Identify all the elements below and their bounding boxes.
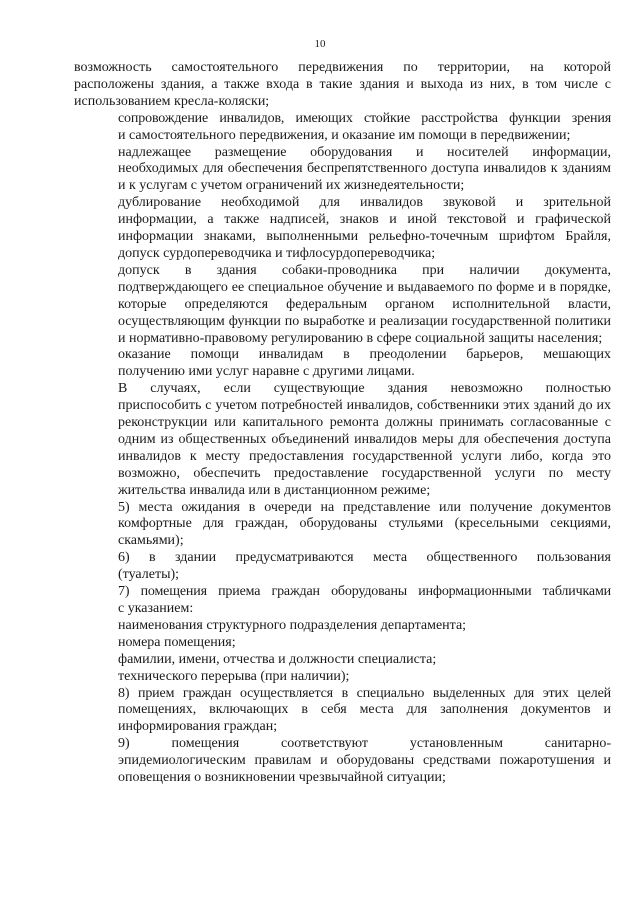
text-line: реконструкции или капитального ремонта должны принимать согласованные с [118,415,611,431]
paragraph [74,736,611,787]
text-line: и нормативно-правовому регулированию в сфере социальной защиты населения; [118,330,603,346]
text-line: оказание помощи инвалидам в преодолении барьеров, мешающих [118,347,611,363]
text-line: 5) места ожидания в очереди на представление или получение документов [118,499,611,515]
text-line: возможность самостоятельного передвижения по территории, на которой [74,60,611,75]
text-line: оповещения о возникновении чрезвычайной ситуации; [118,770,446,786]
text-line: допуск в здания собаки-проводника при наличии документа, [118,262,611,278]
paragraph [74,635,611,652]
paragraph [74,263,611,348]
paragraph [74,111,611,145]
text-line: надлежащее размещение оборудования и носителей информации, [118,144,611,160]
text-line: 8) прием граждан осуществляется в специально выделенных для этих целей [118,685,611,701]
text-line: одним из общественных объединений инвалидов меры для обеспечения доступа [118,431,611,447]
paragraph [74,145,611,196]
text-line: инвалидов к месту предоставления государственной услуги либо, когда это [118,448,611,464]
text-line: расположены здания, а также входа в такие здания и выхода из них, в том числе с [74,76,611,92]
text-line: подтверждающего ее специальное обучение и выдаваемого по форме и в порядке, [118,279,611,295]
page-number: 10 [314,38,326,50]
text-line: В случаях, если существующие здания невозможно полностью [118,381,611,397]
text-line: жительства инвалида или в дистанционном режиме; [118,482,431,498]
text-line: эпидемиологическим правилам и оборудованы средствами пожаротушения и [118,753,611,769]
text-line: помещениях, включающих в себя места для заполнения документов и [118,702,611,718]
text-line: с указанием: [118,601,194,616]
text-line: (туалеты); [118,567,180,583]
paragraph [74,550,611,584]
text-line: которые определяются федеральным органом исполнительной власти, [118,296,611,312]
paragraph [74,652,611,669]
text-line: возможно, обеспечить предоставление государственной услуги по месту [118,465,611,481]
text-line: номера помещения; [118,634,236,650]
text-line: скамьями); [118,533,184,549]
text-line: необходимых для обеспечения беспрепятственного доступа инвалидов к зданиям [118,161,611,177]
text-line: допуск сурдопереводчика и тифлосурдопереводчика; [118,245,436,261]
text-line: и к услугам с учетом ограничений их жизнедеятельности; [118,178,465,194]
text-line: фамилии, имени, отчества и должности специалиста; [118,651,437,667]
text-line: комфортные для граждан, оборудованы стульями (кресельными секциями, [118,516,611,532]
paragraph [74,584,611,618]
paragraph [74,60,611,111]
text-line: 6) в здании предусматриваются места общественного пользования [118,550,611,566]
text-line: дублирование необходимой для инвалидов звуковой и зрительной [118,195,611,211]
paragraph [74,669,611,686]
paragraph [74,500,611,551]
paragraph [74,618,611,635]
document-body [74,60,611,787]
text-line: использованием кресла-коляски; [74,93,270,109]
text-line: и самостоятельного передвижения, и оказание им помощи в передвижении; [118,127,571,143]
text-line: получению ими услуг наравне с другими лицами. [118,364,415,380]
text-line: информации, а также надписей, знаков и иной текстовой и графической [118,212,611,228]
text-line: наименования структурного подразделения департамента; [118,617,467,633]
paragraph [74,347,611,381]
text-line: технического перерыва (при наличии); [118,668,350,684]
paragraph [74,195,611,263]
text-line: осуществляющим функции по выработке и реализации государственной политики [118,313,611,329]
text-line: 7) помещения приема граждан оборудованы информационными табличками [118,584,611,600]
text-line: 9) помещения соответствуют установленным санитарно- [118,736,611,752]
paragraph [74,686,611,737]
text-line: приспособить с учетом потребностей инвалидов, собственники этих зданий до их [118,398,611,414]
paragraph [74,381,611,499]
text-line: информации знаками, выполненными рельефно-точечным шрифтом Брайля, [118,229,611,245]
text-line: информирования граждан; [118,719,278,735]
text-line: сопровождение инвалидов, имеющих стойкие расстройства функции зрения [118,110,611,126]
